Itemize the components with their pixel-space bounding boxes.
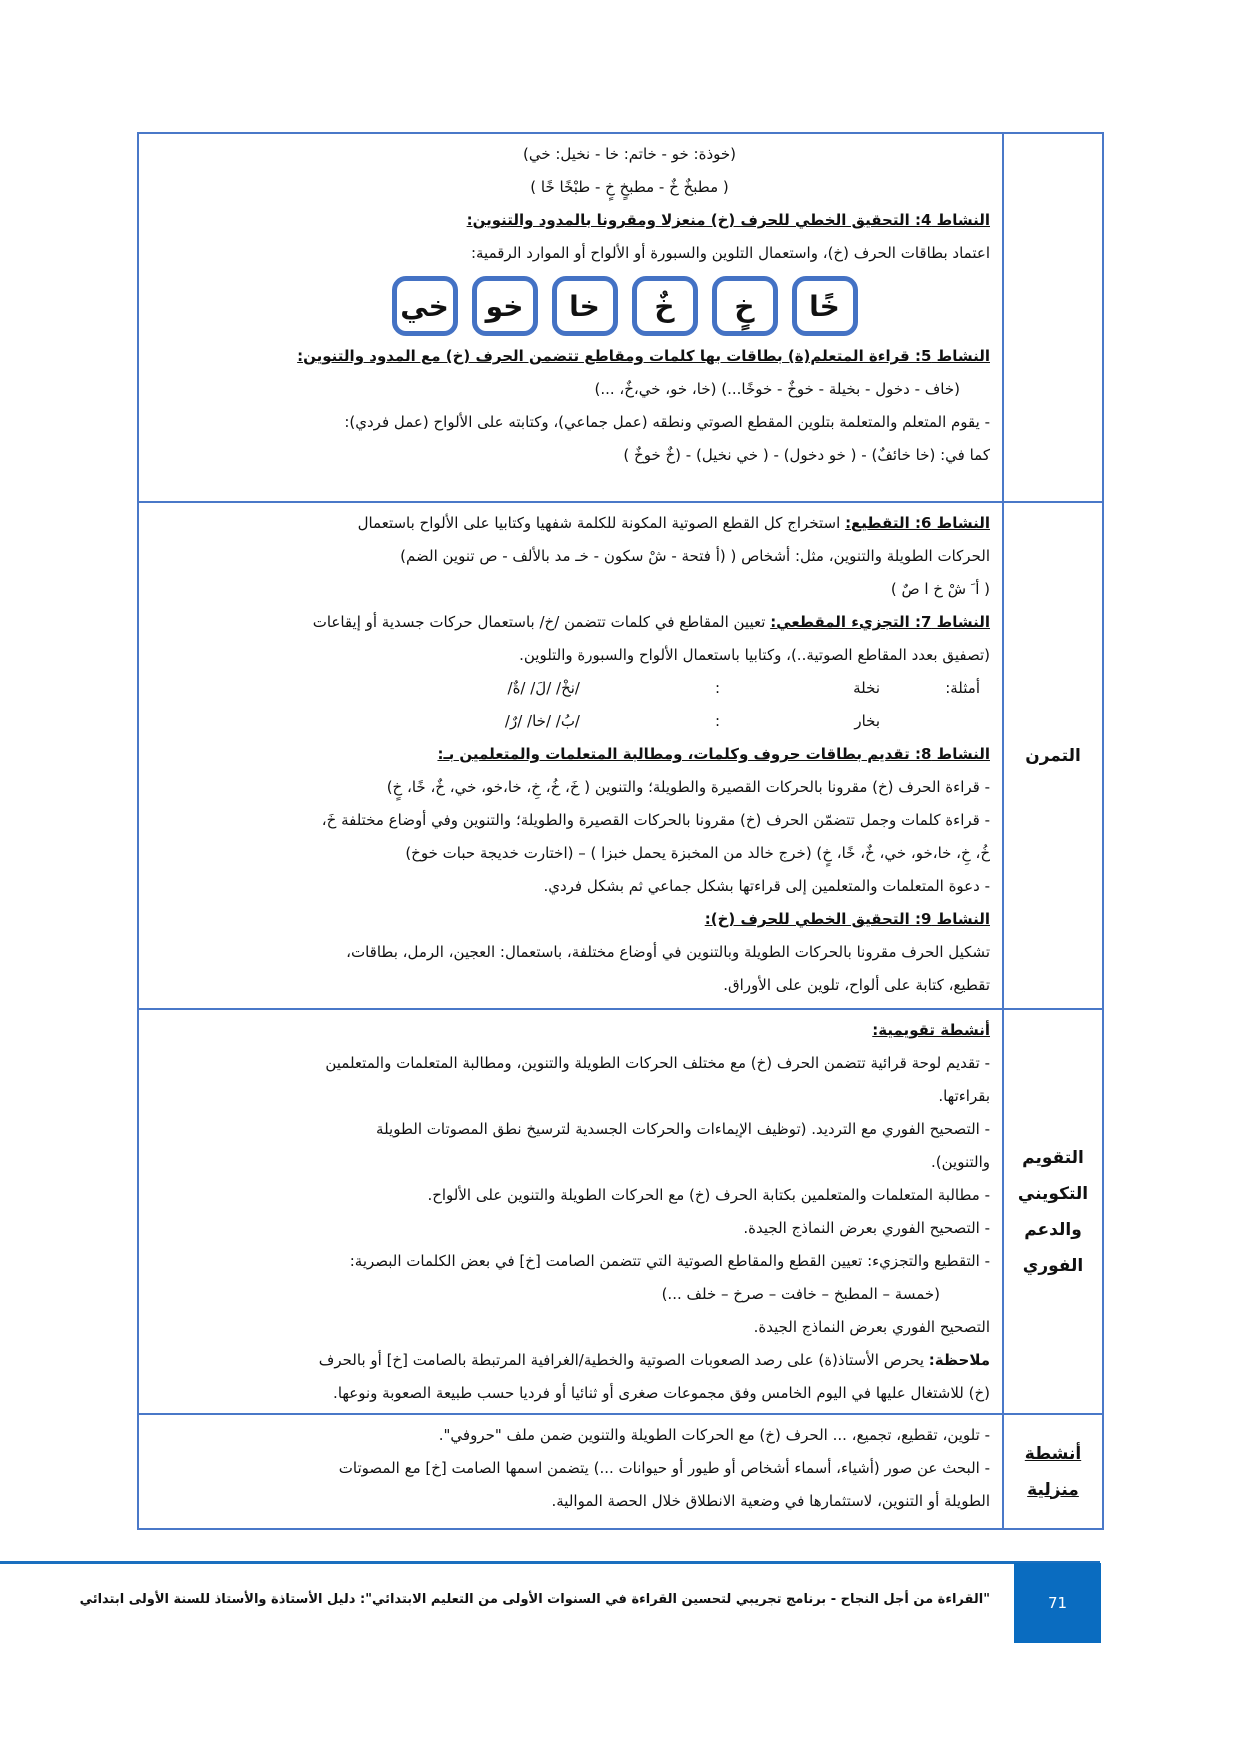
text-line: - قراءة الحرف (خ) مقرونا بالحركات القصيرة والطويلة؛ والتنوين ( خَ، خُ، خِ، خا،خو، خي، خٌ، خًا، خٍ) [386, 778, 990, 796]
text-line: ( مطبخٌ خٌ - مطبخٍ خٍ - طبْخًا خًا ) [530, 178, 729, 196]
activity-6-heading: النشاط 6: التقطيع: [845, 514, 990, 532]
text-line: - يقوم المتعلم والمتعلمة بتلوين المقطع الصوتي ونطقه (عمل جماعي)، وكتابته على الألواح (عمل فردي): [344, 413, 990, 431]
row-activities-4-5 [139, 134, 1102, 501]
letter-cards [149, 276, 990, 336]
text-line: - التصحيح الفوري بعرض النماذج الجيدة. [743, 1219, 990, 1237]
footer-divider [0, 1561, 1100, 1564]
text-line: يحرص الأستاذ(ة) على رصد الصعوبات الصوتية والخطية/الغرافية المرتبطة بالصامت [خ] أو بالحرف [318, 1351, 925, 1369]
page-number: 71 [1047, 1594, 1068, 1612]
activity-9-heading: النشاط 9: التحقيق الخطي للحرف (خ): [704, 910, 990, 928]
text-line: - تلوين، تقطيع، تجميع، ... الحرف (خ) مع الحركات الطويلة والتنوين ضمن ملف "حروفي". [438, 1426, 990, 1444]
page-number-box [1014, 1563, 1101, 1643]
activity-5-heading: النشاط 5: قراءة المتعلم(ة) بطاقات بها كلمات ومقاطع تتضمن الحرف (خ) مع المدود والتنوين: [297, 347, 990, 365]
text-line: بقراءتها. [938, 1087, 990, 1105]
letter-card: خا [552, 276, 618, 336]
row-content [139, 134, 1002, 501]
footer-title: "القراءة من أجل النجاح - برنامج تجريبي لتحسين القراءة في السنوات الأولى من التعليم الابتدائي": دليل الأستاذة والأستاذ للسنة الأولى ابتدائي [79, 1592, 990, 1607]
row-label-assessment [1002, 1010, 1102, 1413]
letter-card: خٍ [712, 276, 778, 336]
text-line: - قراءة كلمات وجمل تتضمّن الحرف (خ) مقرونا بالحركات القصيرة والطويلة؛ والتنوين وفي أوضاع مختلفة خَ، [321, 811, 990, 829]
example-syllables: /نخْ/ /لَ/ /ةٌ/ [507, 679, 580, 697]
text-line: تعيين المقاطع في كلمات تتضمن /خ/ باستعمال حركات جسدية أو إيقاعات [312, 613, 766, 631]
lesson-table [137, 132, 1104, 1530]
example-sep: : [714, 679, 720, 697]
text-line: استخراج كل القطع الصوتية المكونة للكلمة شفهيا وكتابيا على الألواح باستعمال [357, 514, 841, 532]
letter-card: خٌ [632, 276, 698, 336]
text-line: - مطالبة المتعلمات والمتعلمين بكتابة الحرف (خ) مع الحركات الطويلة والتنوين على الألواح. [427, 1186, 990, 1204]
text-line: (خ) للاشتغال عليها في اليوم الخامس وفق مجموعات صغرى أو ثنائيا أو فرديا حسب طبيعة الصعوبة ونوعها. [333, 1384, 990, 1402]
row-content [139, 1415, 1002, 1528]
label-text: التقويم التكويني والدعم الفوري [1017, 1147, 1089, 1276]
text-line: والتنوين). [931, 1153, 990, 1171]
text-line: (خمسة – المطبخ – خافت – صرخ – خلف ...) [661, 1285, 940, 1303]
row-label-empty [1002, 134, 1102, 501]
text-line: الطويلة أو التنوين، لاستثمارها في وضعية الانطلاق خلال الحصة الموالية. [551, 1492, 990, 1510]
text-line: خُ، خِ، خا،خو، خي، خٌ، خًا، خٍ) (خرج خالد من المخبزة يحمل خبزا ) – (اختارت خديجة حبات خوخ) [405, 844, 990, 862]
text-line: اعتماد بطاقات الحرف (خ)، واستعمال التلوين والسبورة أو الألواح أو الموارد الرقمية: [470, 244, 990, 262]
row-practice [139, 501, 1102, 1008]
text-line: - التقطيع والتجزيء: تعيين القطع والمقاطع الصوتية التي تتضمن الصامت [خ] في بعض الكلمات البصرية: [349, 1252, 990, 1270]
text-line: التصحيح الفوري بعرض النماذج الجيدة. [753, 1318, 990, 1336]
text-line: (خاف - دخول - بخيلة - خوخٌ - خوخًا...) (خا، خو، خي،خٌ، ...) [594, 380, 960, 398]
row-formative-assessment [139, 1008, 1102, 1413]
text-line: ( أ َ شْ خ ا صٌ ) [890, 580, 990, 598]
text-line: تشكيل الحرف مقرونا بالحركات الطويلة وبالتنوين في أوضاع مختلفة، باستعمال: العجين، الرمل، بطاقات، [346, 943, 990, 961]
example-sep: : [714, 712, 720, 730]
text-line: - البحث عن صور (أشياء، أسماء أشخاص أو طيور أو حيوانات ...) يتضمن اسمها الصامت [خ] مع المصوتات [338, 1459, 990, 1477]
row-label-practice [1002, 503, 1102, 1008]
example-word: بخار [854, 712, 880, 730]
label-text: التمرن [1025, 745, 1081, 766]
row-label-home [1002, 1415, 1102, 1528]
activity-8-heading: النشاط 8: تقديم بطاقات حروف وكلمات، ومطالبة المتعلمات والمتعلمين بـ: [437, 745, 990, 763]
activity-7-heading: النشاط 7: التجزيء المقطعي: [770, 613, 990, 631]
text-line: - دعوة المتعلمات والمتعلمين إلى قراءتها بشكل جماعي ثم بشكل فردي. [543, 877, 990, 895]
text-line: تقطيع، كتابة على ألواح، تلوين على الأوراق. [723, 976, 990, 994]
example-syllables: /بُ/ /خا/ /رٌ/ [504, 712, 580, 730]
row-content [139, 503, 1002, 1008]
examples-label: أمثلة: [945, 679, 980, 697]
text-line: الحركات الطويلة والتنوين، مثل: أشخاص ( (أ فتحة - شْ سكون - خـ مد بالألف - ص تنوين الضم) [400, 547, 990, 565]
example-row [149, 705, 990, 738]
activity-4-heading: النشاط 4: التحقيق الخطي للحرف (خ) منعزلا ومقرونا بالمدود والتنوين: [466, 211, 990, 229]
text-line: (خوذة: خو - خاتم: خا - نخيل: خي) [522, 145, 736, 163]
row-content [139, 1010, 1002, 1413]
example-word: نخلة [853, 679, 880, 697]
row-home-activities [139, 1413, 1102, 1528]
letter-card: خًا [792, 276, 858, 336]
example-row [149, 672, 990, 705]
note-label: ملاحظة: [928, 1351, 990, 1369]
text-line: (تصفيق بعدد المقاطع الصوتية..)، وكتابيا باستعمال الألواح والسبورة والتلوين. [519, 646, 990, 664]
letter-card: خو [472, 276, 538, 336]
letter-card: خي [392, 276, 458, 336]
assessment-heading: أنشطة تقويمية: [872, 1021, 990, 1039]
text-line: - تقديم لوحة قرائية تتضمن الحرف (خ) مع مختلف الحركات الطويلة والتنوين، ومطالبة المتعلمات والمتعلمين [325, 1054, 990, 1072]
label-text: أنشطة منزلية [1024, 1443, 1082, 1500]
text-line: - التصحيح الفوري مع الترديد. (توظيف الإيماءات والحركات الجسدية لترسيخ نطق المصوتات الطويلة [376, 1120, 990, 1138]
text-line: كما في: (خا خائفٌ) - ( خو دخول) - ( خي نخيل) - (خٌ خوخٌ ) [623, 446, 990, 464]
